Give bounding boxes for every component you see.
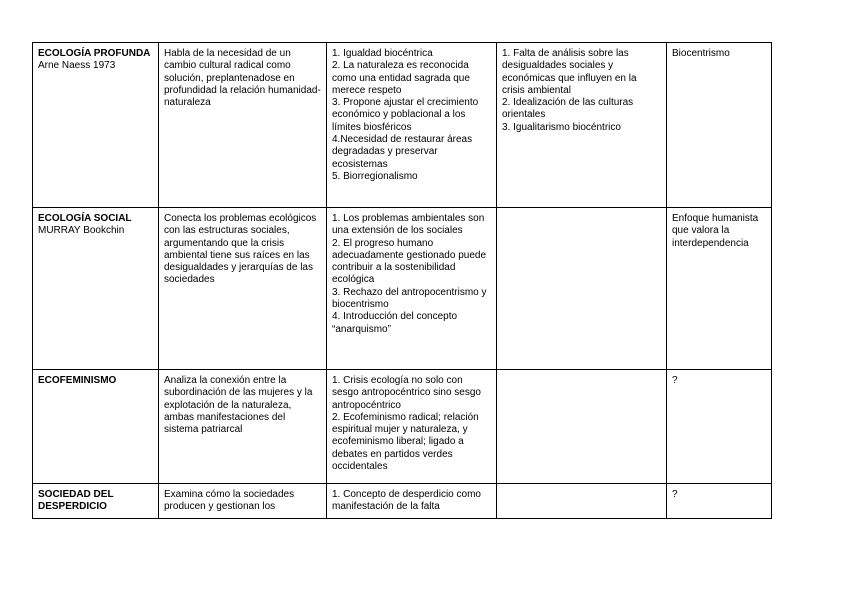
principles-cell: [327, 208, 497, 370]
current-name-cell: [33, 484, 159, 519]
approach-cell: Enfoque humanista que valora la interdependencia: [667, 208, 772, 370]
ecology-currents-table: [32, 42, 772, 519]
current-author: MURRAY Bookchin: [38, 225, 125, 237]
principle-item: 2. La naturaleza es reconocida como una entidad sagrada que merece respeto: [332, 60, 470, 96]
approach-cell: Biocentrismo: [667, 43, 772, 208]
current-title: SOCIEDAD DEL DESPERDICIO: [38, 489, 114, 513]
principle-item: 2. El progreso humano adecuadamente gestionado puede contribuir a la sostenibilidad ecológica: [332, 237, 487, 286]
description-cell: Examina cómo la sociedades producen y gestionan los: [159, 484, 327, 519]
principles-cell: [327, 370, 497, 484]
current-title: ECOLOGÍA SOCIAL: [38, 213, 132, 224]
current-author: Arne Naess 1973: [38, 60, 116, 72]
current-title: ECOLOGÍA PROFUNDA: [38, 48, 151, 59]
critique-item: 1. Falta de análisis sobre las desigualdades sociales y económicas que influyen en la crisis ambiental: [502, 48, 637, 96]
principle-item: 4. Introducción del concepto “anarquismo”: [332, 311, 458, 335]
principle-item: 1. Los problemas ambientales son una extensión de los sociales: [332, 213, 485, 237]
table-row: [33, 370, 772, 484]
critiques-cell: [497, 43, 667, 208]
critiques-cell: [497, 208, 667, 370]
table-row: [33, 43, 772, 208]
principle-item: 4.Necesidad de restaurar áreas degradadas y preservar ecosistemas: [332, 134, 473, 170]
description-cell: Conecta los problemas ecológicos con las estructuras sociales, argumentando que la crisis ambiental tiene sus raíces en las desigualdades y jerarquías de las sociedades: [159, 208, 327, 370]
table-row: [33, 484, 772, 519]
description-cell: Habla de la necesidad de un cambio cultural radical como solución, preplantenadose en profundidad la relación humanidad-naturaleza: [159, 43, 327, 208]
current-name-cell: [33, 208, 159, 370]
principles-cell: [327, 43, 497, 208]
principle-item: 2. Ecofeminismo radical; relación espiritual mujer y naturaleza, y ecofeminismo liberal; ligado a debates en partidos verdes occidentales: [332, 411, 479, 473]
critique-item: 2. Idealización de las culturas orientales: [502, 97, 634, 121]
approach-cell: ?: [667, 370, 772, 484]
principles-cell: [327, 484, 497, 519]
critiques-cell: [497, 370, 667, 484]
table-row: [33, 208, 772, 370]
current-name-cell: [33, 43, 159, 208]
current-name-cell: [33, 370, 159, 484]
approach-cell: ?: [667, 484, 772, 519]
critique-item: 3. Igualitarismo biocéntrico: [502, 121, 621, 133]
current-title: ECOFEMINISMO: [38, 375, 117, 386]
principle-item: 3. Rechazo del antropocentrismo y biocentrismo: [332, 286, 487, 311]
critiques-cell: [497, 484, 667, 519]
principle-item: 1. Crisis ecología no solo con sesgo antropocéntrico sino sesgo antropocéntrico: [332, 375, 481, 411]
principle-item: 1. Igualdad biocéntrica: [332, 48, 433, 59]
principle-item: 1. Concepto de desperdicio como manifestación de la falta: [332, 489, 481, 513]
principle-item: 3. Propone ajustar el crecimiento económico y poblacional a los límites biosféricos: [332, 97, 479, 133]
principle-item: 5. Biorregionalismo: [332, 170, 418, 182]
description-cell: Analiza la conexión entre la subordinación de las mujeres y la explotación de la naturaleza, ambas manifestaciones del sistema patriarcal: [159, 370, 327, 484]
